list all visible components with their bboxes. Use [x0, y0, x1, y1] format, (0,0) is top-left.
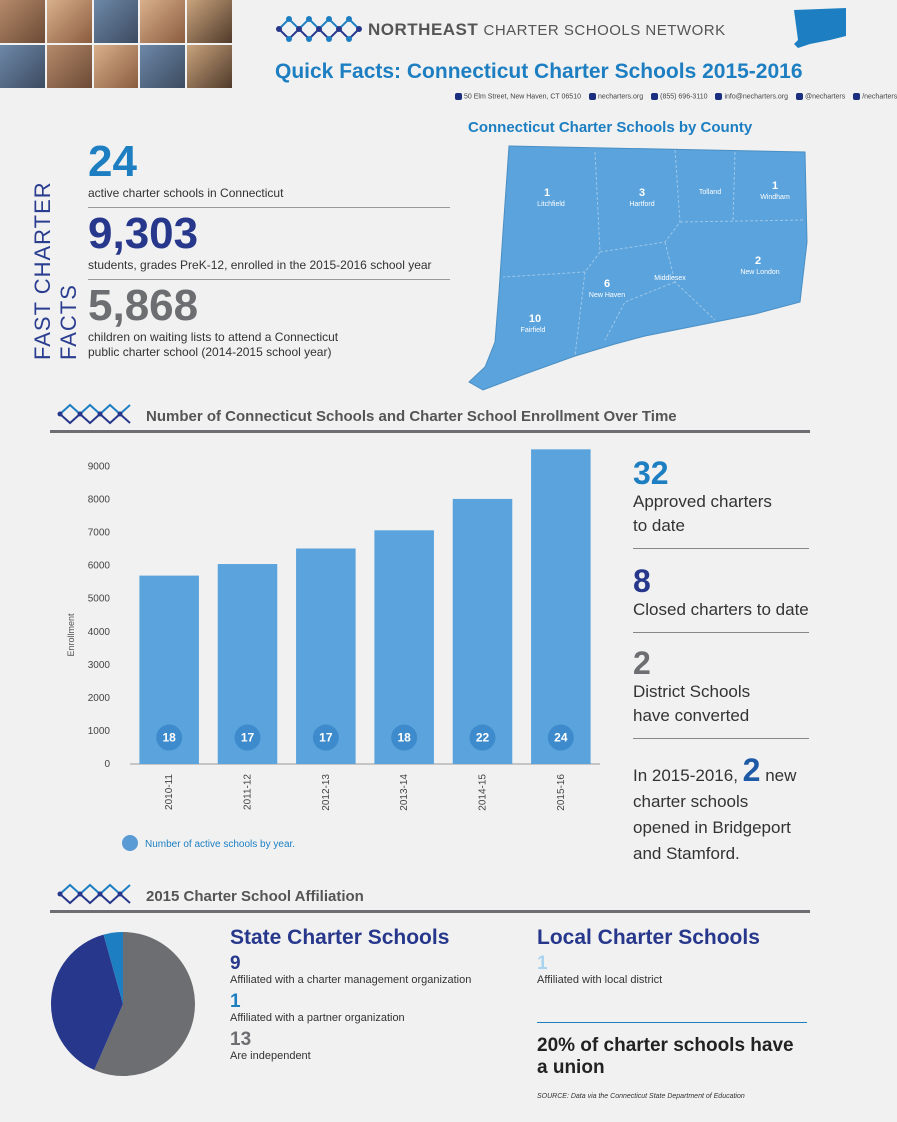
- photo: [187, 45, 232, 88]
- fact-active-schools: [88, 137, 450, 208]
- y-axis-label: Enrollment: [66, 613, 76, 657]
- section-rule: [50, 430, 810, 433]
- stat-new-schools: [633, 752, 809, 867]
- org-name-bold: NORTHEAST: [368, 20, 479, 39]
- x-tick-label: 2014-15: [477, 774, 489, 811]
- network-logo-icon: [56, 880, 136, 908]
- union-fact: 20% of charter schools have a union: [537, 1035, 794, 1078]
- aff-item-independent: [230, 1030, 500, 1062]
- stat-text: Approved charters to date: [633, 492, 772, 535]
- contact-email[interactable]: info@necharters.org: [715, 93, 788, 100]
- section-rule: [50, 910, 810, 913]
- county-count-windham: 1: [771, 180, 779, 192]
- x-tick-label: 2015-16: [555, 774, 567, 811]
- photo: [187, 0, 232, 43]
- legend-label: Number of active schools by year.: [145, 839, 296, 850]
- county-name-fairfield: Fairfield: [520, 327, 546, 334]
- section-title: 2015 Charter School Affiliation: [146, 888, 364, 905]
- county-name-middlesex: Middlesex: [654, 275, 686, 282]
- bar-2014-15: [453, 499, 513, 764]
- web-icon: [589, 93, 596, 100]
- connecticut-state-icon: [790, 6, 850, 50]
- county-map: [465, 142, 815, 394]
- photo: [47, 0, 92, 43]
- photo: [0, 45, 45, 88]
- active-schools-label: 22: [475, 730, 490, 745]
- photo: [94, 0, 139, 43]
- divider: [633, 548, 809, 549]
- aff-desc: Affiliated with a partner organization: [230, 1012, 405, 1024]
- county-count-new-haven: 6: [603, 278, 611, 290]
- contact-website[interactable]: necharters.org: [589, 93, 643, 100]
- divider: [633, 632, 809, 633]
- legend-swatch: [122, 835, 138, 851]
- header-photo-collage: [0, 0, 232, 88]
- enrollment-section-header: [50, 400, 810, 434]
- stat-converted-schools: [633, 646, 809, 739]
- county-name-tolland: Tolland: [698, 189, 722, 196]
- map-title: Connecticut Charter Schools by County: [468, 119, 753, 136]
- county-count-fairfield: 10: [528, 313, 542, 325]
- y-tick-label: 0: [104, 759, 110, 770]
- fast-facts-label: FAST CHARTER FACTS: [30, 181, 81, 360]
- x-tick-label: 2012-13: [320, 774, 332, 811]
- fact-students-enrolled: [88, 209, 450, 280]
- contact-phone: (855) 696-3110: [651, 93, 707, 100]
- local-charter-title: Local Charter Schools: [537, 926, 760, 949]
- photo: [140, 0, 185, 43]
- county-name-new-london: New London: [740, 269, 780, 276]
- aff-item-local-district: [537, 954, 807, 986]
- email-icon: [715, 93, 722, 100]
- stat-number: 2: [742, 752, 761, 788]
- aff-desc: Affiliated with local district: [537, 974, 663, 986]
- local-charter-schools: [537, 926, 807, 992]
- aff-item-partner: [230, 992, 500, 1024]
- twitter-icon: [796, 93, 803, 100]
- section-title: Number of Connecticut Schools and Charter School Enrollment Over Time: [146, 408, 677, 425]
- aff-count: 13: [230, 1029, 252, 1050]
- photo: [47, 45, 92, 88]
- active-schools-label: 24: [554, 730, 568, 745]
- y-tick-label: 3000: [87, 659, 110, 671]
- active-schools-label: 17: [240, 730, 255, 745]
- y-tick-label: 4000: [87, 626, 110, 638]
- aff-count: 1: [537, 953, 548, 974]
- photo: [94, 45, 139, 88]
- contact-address: 50 Elm Street, New Haven, CT 06510: [455, 93, 581, 100]
- county-name-hartford: Hartford: [629, 201, 655, 208]
- state-charter-schools: [230, 926, 500, 1068]
- y-tick-label: 7000: [87, 527, 110, 539]
- aff-count: 9: [230, 953, 241, 974]
- divider: [88, 279, 450, 280]
- source-note: SOURCE: Data via the Connecticut State Department of Education: [537, 1093, 745, 1100]
- network-logo-icon: [56, 400, 136, 428]
- stat-number: 32: [633, 455, 669, 491]
- org-name-light: CHARTER SCHOOLS NETWORK: [483, 22, 726, 39]
- aff-desc: Affiliated with a charter management organization: [230, 974, 472, 986]
- contact-twitter[interactable]: @necharters: [796, 93, 845, 100]
- divider: [88, 207, 450, 208]
- photo: [140, 45, 185, 88]
- state-charter-title: State Charter Schools: [230, 926, 450, 949]
- fact-number: 5,868: [88, 281, 199, 330]
- y-tick-label: 5000: [87, 593, 110, 605]
- county-count-hartford: 3: [638, 187, 646, 199]
- fact-desc: active charter schools in Connecticut: [88, 186, 284, 200]
- contact-bar: [455, 93, 897, 100]
- y-tick-label: 1000: [87, 725, 110, 737]
- county-name-litchfield: Litchfield: [537, 201, 565, 208]
- network-logo-icon: [275, 12, 363, 46]
- phone-icon: [651, 93, 658, 100]
- enrollment-bar-chart: [60, 450, 600, 870]
- y-tick-label: 6000: [87, 560, 110, 572]
- state-outline: [469, 146, 807, 390]
- stat-closed-charters: [633, 564, 809, 633]
- county-name-new-haven: New Haven: [588, 292, 626, 299]
- photo: [0, 0, 45, 43]
- x-tick-label: 2010-11: [164, 774, 176, 810]
- fact-waiting-list: [88, 281, 450, 360]
- x-tick-label: 2011-12: [242, 774, 254, 810]
- stat-approved-charters: [633, 456, 809, 549]
- y-tick-label: 2000: [87, 692, 110, 704]
- aff-item-cmo: [230, 954, 500, 986]
- y-tick-label: 8000: [87, 494, 110, 506]
- fact-desc: students, grades PreK-12, enrolled in the 2015-2016 school year: [88, 258, 432, 272]
- divider: [537, 1022, 807, 1023]
- affiliation-pie-chart: [48, 930, 198, 1078]
- page-title: Quick Facts: Connecticut Charter Schools 2015-2016: [275, 60, 803, 83]
- contact-facebook[interactable]: /necharters: [853, 93, 897, 100]
- county-name-windham: Windham: [760, 194, 790, 201]
- fact-number: 9,303: [88, 209, 199, 258]
- county-count-new-london: 2: [754, 255, 762, 267]
- stat-text: Closed charters to date: [633, 600, 809, 619]
- stat-text: District Schools have converted: [633, 682, 751, 725]
- active-schools-label: 18: [397, 730, 411, 745]
- home-icon: [455, 93, 462, 100]
- divider: [633, 738, 809, 739]
- stat-number: 8: [633, 563, 651, 599]
- active-schools-label: 17: [319, 730, 333, 745]
- x-tick-label: 2013-14: [399, 774, 411, 811]
- affiliation-section-header: [50, 880, 810, 914]
- stat-text: new charter schools opened in Bridgeport and Stamford.: [633, 766, 797, 863]
- stat-prefix: In 2015-2016,: [633, 766, 738, 785]
- org-name: [368, 20, 726, 40]
- aff-count: 1: [230, 991, 241, 1012]
- y-tick-label: 9000: [87, 461, 110, 473]
- facebook-icon: [853, 93, 860, 100]
- active-schools-label: 18: [162, 730, 176, 745]
- stat-number: 2: [633, 645, 651, 681]
- county-count-litchfield: 1: [543, 187, 551, 199]
- bar-2015-16: [531, 449, 591, 764]
- aff-desc: Are independent: [230, 1050, 311, 1062]
- fact-desc: children on waiting lists to attend a Connecticut public charter school (2014-2015 school year): [88, 330, 339, 359]
- fact-number: 24: [88, 137, 137, 186]
